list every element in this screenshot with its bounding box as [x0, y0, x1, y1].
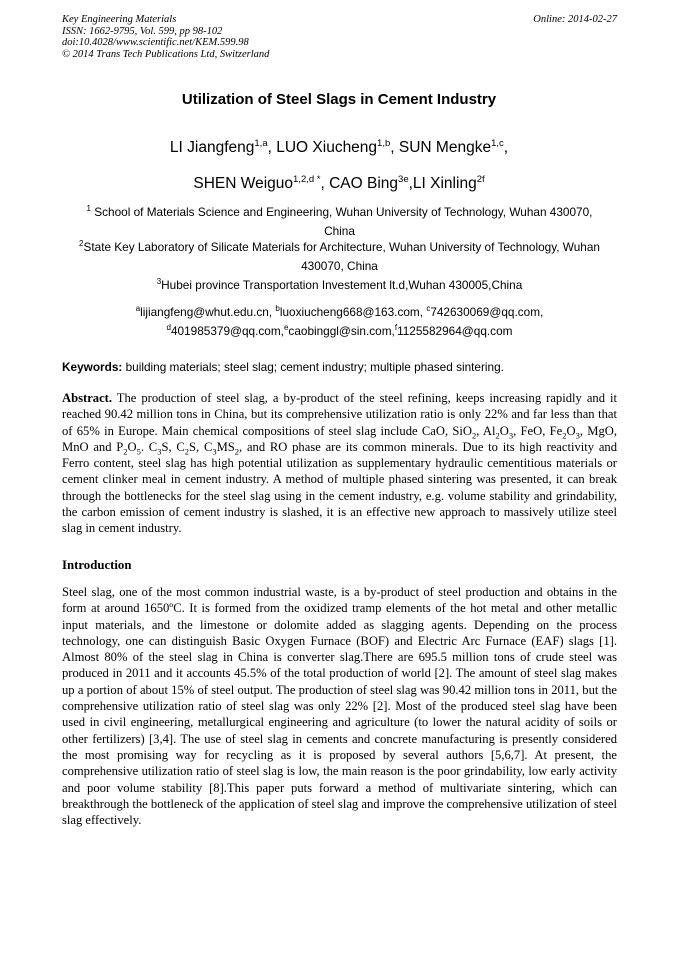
- issn-line: ISSN: 1662-9795, Vol. 599, pp 98-102: [62, 25, 223, 37]
- subscript: 2: [495, 430, 500, 441]
- subscript: 3: [575, 430, 580, 441]
- affiliation-marker: 2: [79, 239, 84, 249]
- introduction-paragraph: Steel slag, one of the most common industrial waste, is a by-product of steel production and obtains in the form at around 1650ºC. It is formed from the oxidized tramp elements of the hot metal and other metallic input materials, and the limestone or dolomite added as slagging agents. Depending on the process technology, one can distinguish Basic Oxygen Furnace (BOF) and Electric Arc Furnace (EAF) slags [1]. Almost 80% of the steel slag in China is converter slag.There are 695.5 million tons of crude steel was produced in 2011 and it accounts 45.5% of the total production of world [2]. The amount of steel slag makes up a portion of about 15% of steel output. The production of steel slag was 90.42 million tons in 2011, but the comprehensive utilization ratio of steel slag was only 22% [2]. Most of the produced steel slag have been used in civil engineering, metallurgical engineering and agriculture (to lower the natural acidity of soils or other fertilizers) [3,4]. The use of steel slag in cements and concrete manufacturing is presently considered the most promising way for recycling as it is proposed by several authors [5,6,7]. At present, the comprehensive utilization ratio of steel slag is low, the main reason is the poor grindability, low early activity and poor volume stability [8].This paper puts forward a method of multivariate sintering, which can breakthrough the bottleneck of the application of steel slag and improve the comprehensive utilization of steel slag effectively.: [62, 585, 617, 828]
- abstract-text: S, C: [161, 439, 185, 454]
- keywords-text: building materials; steel slag; cement industry; multiple phased sintering.: [122, 360, 504, 374]
- author-name: SHEN Weiguo: [193, 175, 294, 192]
- email-marker: a: [135, 304, 141, 314]
- email-marker: d: [166, 323, 171, 333]
- subscript: 2: [471, 430, 477, 441]
- doi-line: doi:10.4028/www.scientific.net/KEM.599.98: [62, 37, 249, 48]
- online-date: Online: 2014-02-27: [533, 14, 617, 25]
- email-marker: b: [275, 304, 280, 314]
- abstract-text: . C: [140, 439, 158, 454]
- abstract-text: , Al: [476, 423, 496, 438]
- journal-name: Key Engineering Materials: [62, 14, 177, 25]
- author-list: [0, 130, 678, 202]
- email-marker: c: [426, 304, 431, 314]
- email-address: luoxiucheng668@163.com,: [279, 305, 427, 319]
- abstract-text: , FeO, Fe: [513, 423, 563, 438]
- affiliation-text-cont: 430070, China: [301, 259, 378, 273]
- affiliation-marker: 1: [86, 204, 91, 214]
- section-heading-introduction: Introduction: [62, 558, 132, 572]
- email-address: 742630069@qq.com,: [430, 305, 544, 319]
- subscript: 2: [234, 446, 240, 457]
- author-separator: ,: [408, 175, 413, 192]
- email-marker: f: [394, 323, 398, 333]
- affiliation-3: [62, 276, 617, 295]
- author-affiliation-marker: 1,c: [491, 137, 504, 149]
- email-address: lijiangfeng@whut.edu.cn,: [140, 305, 276, 319]
- journal-header: [62, 14, 617, 60]
- abstract-text: , MgO, MnO and P: [62, 423, 617, 454]
- affiliation-text: School of Materials Science and Engineering, Wuhan University of Technology, Wuhan 430070,: [90, 205, 593, 219]
- subscript: 2: [123, 446, 128, 457]
- author-name: CAO Bing: [329, 175, 399, 192]
- author-name: LI Xinling: [412, 175, 477, 192]
- abstract-text: , and RO phase are its common minerals. Due to its high reactivity and Ferro content, steel slag has high potential utilization as supplementary hydraulic cementitious materials or cement clinker meal in cement industry. A method of multiple phased sintering was presented, it can break through the bottlenecks for the steel slag using in the cement industry, e.g. volume stability and grindability, the carbon emission of cement industry is slashed, it is an effective new approach to massively utilize steel slag in cement industry.: [62, 439, 618, 536]
- author-separator: ,: [267, 139, 277, 156]
- author-name: LUO Xiucheng: [276, 139, 378, 156]
- author-affiliation-marker: 1,a: [254, 137, 268, 149]
- author-name: SUN Mengke: [398, 139, 492, 156]
- email-address: 1125582964@qq.com: [397, 324, 513, 338]
- email-address: caobinggl@sin.com,: [288, 324, 395, 338]
- paper-title: Utilization of Steel Slags in Cement Industry: [181, 91, 497, 108]
- affiliation-2: [62, 238, 617, 276]
- author-affiliation-marker: 1,b: [377, 137, 391, 149]
- copyright-line: © 2014 Trans Tech Publications Ltd, Switzerland: [62, 48, 270, 60]
- keywords: [62, 360, 617, 374]
- author-affiliation-marker: 2f: [476, 173, 485, 185]
- author-affiliation-marker: 3e: [398, 173, 409, 185]
- author-separator: ,: [390, 139, 399, 156]
- abstract-text: O: [499, 423, 509, 438]
- abstract-text: O: [566, 423, 576, 438]
- subscript: 5: [136, 446, 141, 457]
- affiliation-marker: 3: [156, 277, 162, 287]
- author-separator: ,: [320, 175, 330, 192]
- author-line-2: [0, 166, 678, 202]
- author-separator: ,: [503, 139, 509, 156]
- subscript: 3: [212, 446, 217, 457]
- email-address: 401985379@qq.com,: [170, 324, 284, 338]
- affiliation-text: Hubei province Transportation Investement lt.d,Wuhan 430005,China: [161, 278, 523, 292]
- abstract-text: S, C: [189, 439, 213, 454]
- subscript: 3: [157, 446, 162, 457]
- subscript: 2: [184, 446, 190, 457]
- author-line-1: [0, 130, 678, 166]
- email-marker: e: [283, 323, 289, 333]
- affiliation-1: [62, 203, 617, 241]
- abstract: [62, 390, 617, 537]
- author-affiliation-marker: 1,2,d *: [293, 173, 321, 185]
- abstract-label: Abstract.: [62, 391, 113, 405]
- author-emails: [62, 303, 617, 341]
- abstract-text: O: [127, 439, 137, 454]
- subscript: 2: [562, 430, 567, 441]
- author-name: LI Jiangfeng: [169, 139, 255, 156]
- subscript: 3: [508, 430, 514, 441]
- keywords-label: Keywords:: [62, 360, 123, 374]
- abstract-text: MS: [216, 439, 235, 454]
- affiliation-text-cont: China: [324, 224, 355, 238]
- abstract-text: The production of steel slag, a by-product of the steel refining, keeps increasing rapidly and it reached 90.42 million tons in China, but its comprehensive utilization ratio is only 22% and far less than that of 65% in Europe. Main chemical compositions of steel slag include CaO, SiO: [62, 391, 617, 438]
- affiliation-text: State Key Laboratory of Silicate Materials for Architecture, Wuhan University of Technology, Wuhan: [83, 240, 600, 254]
